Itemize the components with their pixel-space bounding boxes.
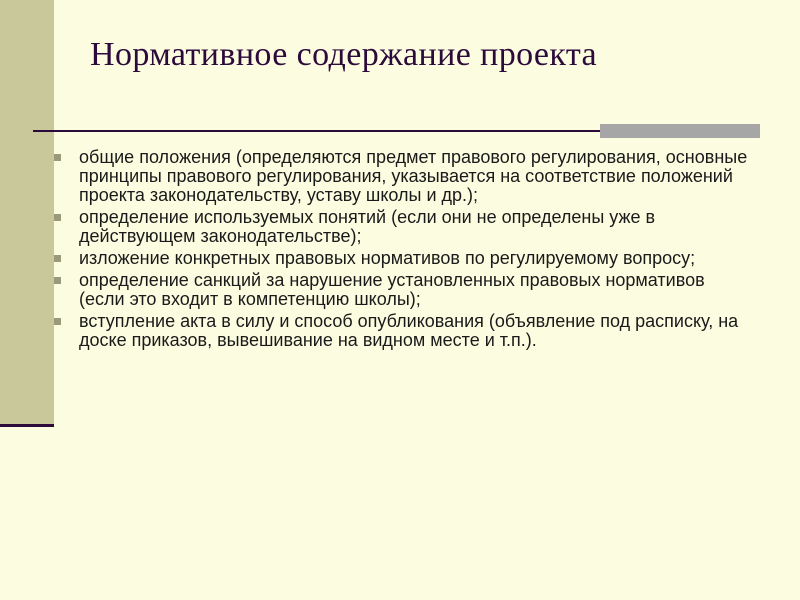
bullet-item bbox=[53, 208, 753, 246]
bullet-text: вступление акта в силу и способ опубликования (объявление под расписку, на доске приказов, вывешивание на видном месте и т.п.). bbox=[79, 311, 739, 350]
square-bullet-icon bbox=[54, 154, 61, 161]
square-bullet-icon bbox=[54, 318, 61, 325]
bullet-text: определение используемых понятий (если они не определены уже в действующем законодательстве); bbox=[79, 207, 656, 246]
divider-accent-block bbox=[600, 124, 760, 138]
bullet-list bbox=[53, 148, 753, 353]
left-decorative-bar bbox=[0, 0, 54, 426]
square-bullet-icon bbox=[54, 277, 61, 284]
slide-title: Нормативное содержание проекта bbox=[90, 36, 598, 73]
bullet-text: определение санкций за нарушение установленных правовых нормативов (если это входит в компетенцию школы); bbox=[79, 270, 705, 309]
bullet-item bbox=[53, 312, 753, 350]
left-bar-underline bbox=[0, 424, 54, 427]
square-bullet-icon bbox=[54, 255, 61, 262]
bullet-item bbox=[53, 148, 753, 205]
bullet-item bbox=[53, 271, 753, 309]
bullet-text: общие положения (определяются предмет правового регулирования, основные принципы правового регулирования, указывается на соответствие положений проекта законодательству, уставу школы и др.); bbox=[79, 147, 748, 205]
bullet-item bbox=[53, 249, 753, 268]
square-bullet-icon bbox=[54, 214, 61, 221]
bullet-text: изложение конкретных правовых нормативов по регулируемому вопросу; bbox=[79, 248, 696, 268]
